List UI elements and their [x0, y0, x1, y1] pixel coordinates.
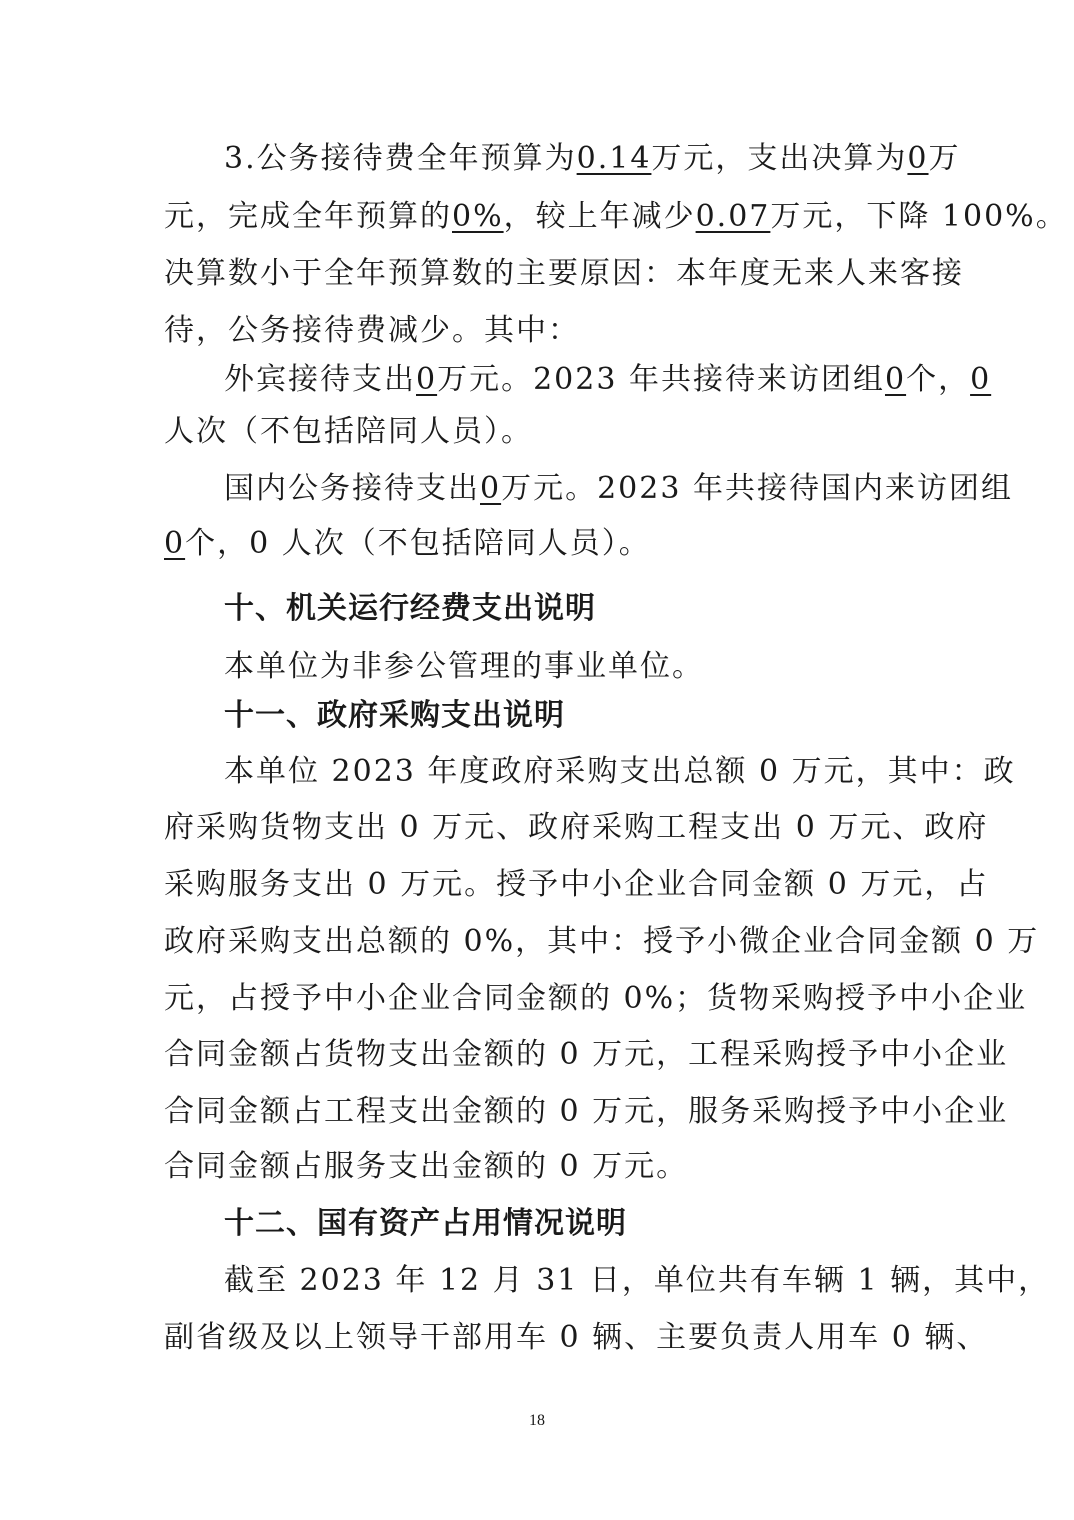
text-segment: 国内公务接待支出: [224, 471, 480, 506]
section-10-body: 本单位为非参公管理的事业单位。: [224, 649, 704, 684]
section-11-line: 元，占授予中小企业合同金额的 0%；货物采购授予中小企业: [164, 981, 1028, 1016]
text-segment: 3.公务接待费全年预算为: [224, 141, 577, 176]
page-number: 18: [529, 1412, 545, 1429]
section-11-line: 政府采购支出总额的 0%，其中：授予小微企业合同金额 0 万: [164, 924, 1040, 959]
reception-line-1: [224, 139, 961, 179]
reception-budget-value: 0.14: [576, 141, 652, 176]
section-12-heading: 十二、国有资产占用情况说明: [224, 1206, 627, 1241]
section-11-line: 府采购货物支出 0 万元、政府采购工程支出 0 万元、政府: [164, 810, 989, 845]
domestic-line-2: [164, 524, 914, 564]
reception-line-2: [164, 197, 1068, 237]
text-segment: ，较上年减少: [503, 199, 696, 234]
foreign-line-1: [224, 360, 992, 400]
section-11-line: 合同金额占服务支出金额的 0 万元。: [164, 1149, 689, 1184]
text-segment: 万: [928, 141, 961, 176]
foreign-groups-value: 0: [884, 362, 907, 397]
text-segment: 个，0 人次（不包括陪同人员）。: [185, 526, 651, 561]
text-segment: 元，完成全年预算的: [164, 199, 452, 234]
text-segment: 万元，下降 100%。: [770, 199, 1068, 234]
foreign-amount-value: 0: [416, 362, 438, 397]
domestic-groups-value: 0: [164, 526, 186, 561]
foreign-persons-value: 0: [970, 362, 992, 397]
reception-line-4: 待，公务接待费减少。其中：: [164, 313, 580, 348]
domestic-amount-value: 0: [480, 471, 502, 506]
section-11-line: 合同金额占工程支出金额的 0 万元，服务采购授予中小企业: [164, 1094, 1009, 1129]
text-segment: 万元。2023 年共接待国内来访团组: [501, 471, 1013, 506]
section-11-line: 合同金额占货物支出金额的 0 万元，工程采购授予中小企业: [164, 1037, 1009, 1072]
section-11-line: 采购服务支出 0 万元。授予中小企业合同金额 0 万元，占: [164, 867, 989, 902]
reception-line-3: 决算数小于全年预算数的主要原因：本年度无来人来客接: [164, 256, 964, 291]
reception-actual-value: 0: [907, 141, 929, 176]
foreign-line-2: 人次（不包括陪同人员）。: [164, 414, 533, 449]
text-segment: 万元。2023 年共接待来访团组: [437, 362, 885, 397]
reception-decrease-value: 0.07: [695, 199, 771, 234]
section-10-heading: 十、机关运行经费支出说明: [224, 591, 596, 626]
section-11-heading: 十一、政府采购支出说明: [224, 698, 565, 733]
section-12-line: 副省级及以上领导干部用车 0 辆、主要负责人用车 0 辆、: [164, 1320, 989, 1355]
text-segment: 个，: [906, 362, 971, 397]
section-12-line: 截至 2023 年 12 月 31 日，单位共有车辆 1 辆，其中，: [224, 1263, 1051, 1298]
section-11-line: 本单位 2023 年度政府采购支出总额 0 万元，其中：政: [224, 754, 1016, 789]
text-segment: 万元，支出决算为: [651, 141, 908, 176]
text-segment: 外宾接待支出: [224, 362, 416, 397]
domestic-line-1: [224, 469, 1013, 509]
reception-percent-value: 0%: [452, 199, 504, 234]
